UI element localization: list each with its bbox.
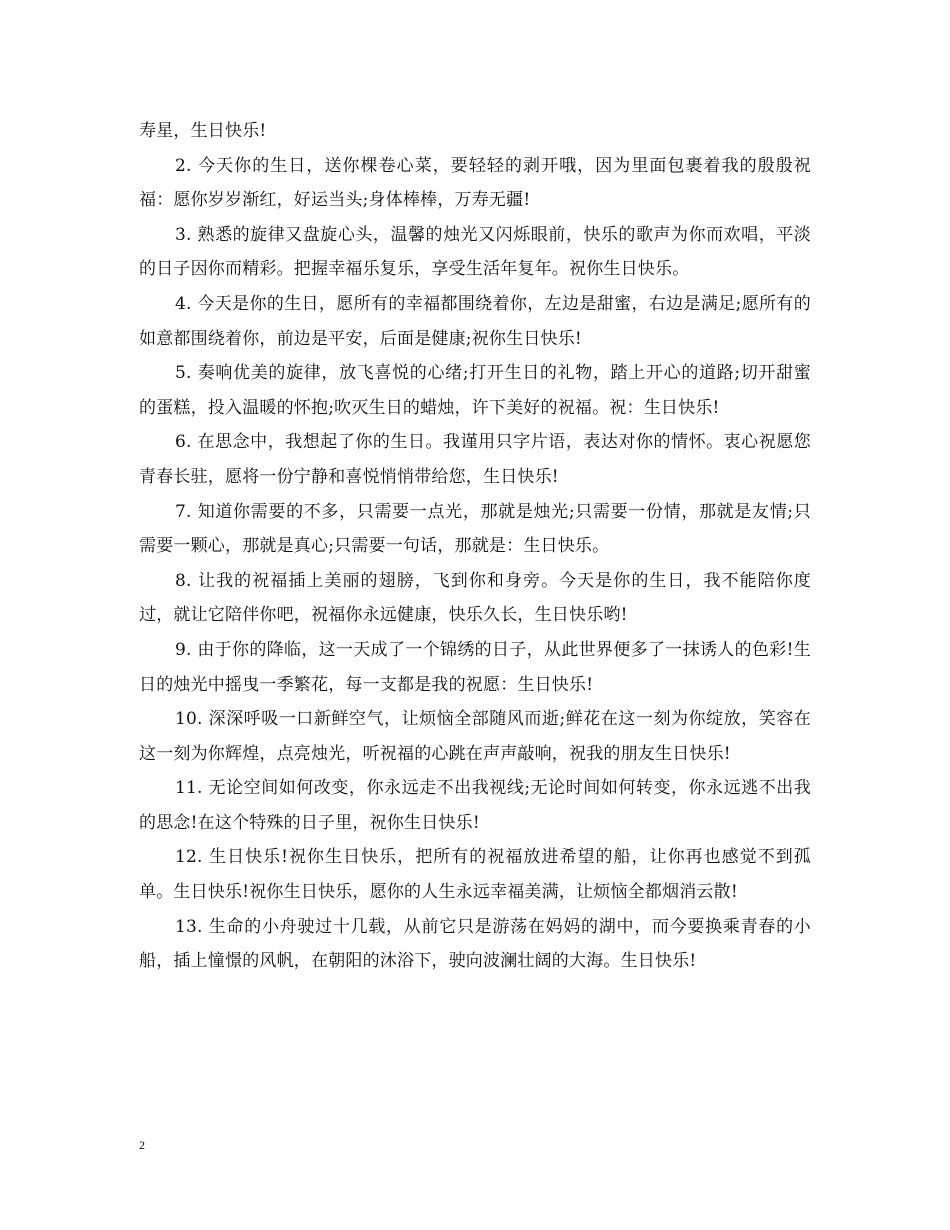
paragraph-continuation: 寿星，生日快乐! [139,121,267,141]
page-number: 2 [139,1138,145,1152]
paragraph-6: 6. 在思念中，我想起了你的生日。我谨用只字片语，表达对你的情怀。衷心祝愿您青春长驻，愿将一份宁静和喜悦悄悄带给您，生日快乐! [139,432,811,487]
paragraph-5: 5. 奏响优美的旋律，放飞喜悦的心绪;打开生日的礼物，踏上开心的道路;切开甜蜜的蛋糕，投入温暖的怀抱;吹灭生日的蜡烛，许下美好的祝福。祝：生日快乐! [139,363,811,418]
paragraph-9: 9. 由于你的降临，这一天成了一个锦绣的日子，从此世界便多了一抹诱人的色彩!生日的烛光中摇曳一季繁花，每一支都是我的祝愿：生日快乐! [139,639,811,695]
paragraph-10: 10. 深深呼吸一口新鲜空气，让烦恼全部随风而逝;鲜花在这一刻为你绽放，笑容在这一刻为你辉煌，点亮烛光，听祝福的心跳在声声敲响，祝我的朋友生日快乐! [139,709,811,764]
paragraph-13: 13. 生命的小舟驶过十几载，从前它只是游荡在妈妈的湖中，而今要换乘青春的小船，插上憧憬的风帆，在朝阳的沐浴下，驶向波澜壮阔的大海。生日快乐! [139,916,811,972]
paragraph-3: 3. 熟悉的旋律又盘旋心头，温馨的烛光又闪烁眼前，快乐的歌声为你而欢唱，平淡的日子因你而精彩。把握幸福乐复乐，享受生活年复年。祝你生日快乐。 [139,224,811,280]
paragraph-12: 12. 生日快乐!祝你生日快乐，把所有的祝福放进希望的船，让你再也感觉不到孤单。生日快乐!祝你生日快乐，愿你的人生永远幸福美满，让烦恼全都烟消云散! [139,847,811,903]
paragraph-7: 7. 知道你需要的不多，只需要一点光，那就是烛光;只需要一份情，那就是友情;只需要一颗心，那就是真心;只需要一句话，那就是：生日快乐。 [139,501,811,557]
paragraph-2: 2. 今天你的生日，送你棵卷心菜，要轻轻的剥开哦，因为里面包裹着我的殷殷祝福：愿你岁岁渐红，好运当头;身体棒棒，万寿无疆! [139,155,811,211]
paragraph-4: 4. 今天是你的生日，愿所有的幸福都围绕着你，左边是甜蜜，右边是满足;愿所有的如意都围绕着你，前边是平安，后面是健康;祝你生日快乐! [139,293,811,349]
body-text [139,114,811,979]
paragraph-11: 11. 无论空间如何改变，你永远走不出我视线;无论时间如何转变，你永远逃不出我的思念!在这个特殊的日子里，祝你生日快乐! [139,778,811,833]
paragraph-8: 8. 让我的祝福插上美丽的翅膀，飞到你和身旁。今天是你的生日，我不能陪你度过，就让它陪伴你吧，祝福你永远健康，快乐久长，生日快乐哟! [139,570,811,626]
